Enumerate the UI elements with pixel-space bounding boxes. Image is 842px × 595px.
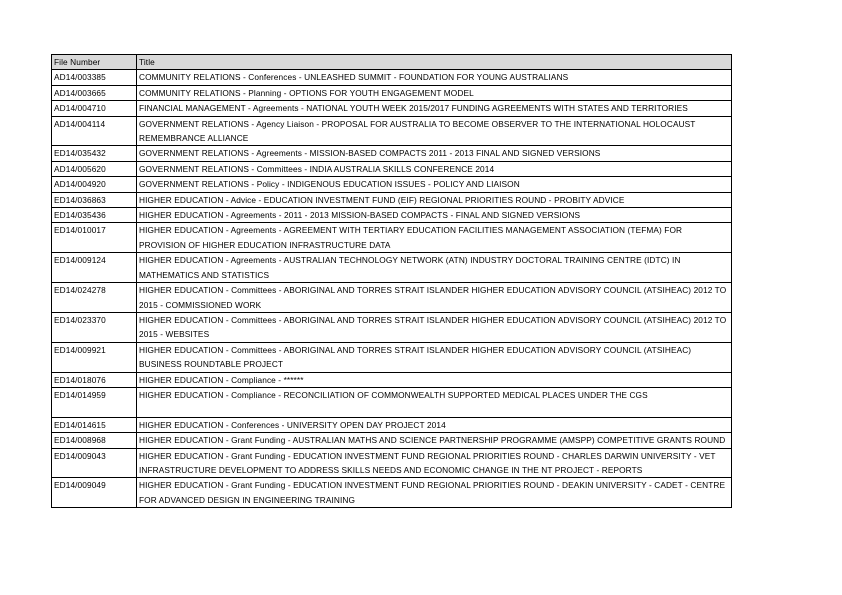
title-cell: GOVERNMENT RELATIONS - Committees - INDIA AUSTRALIA SKILLS CONFERENCE 2014 <box>137 161 732 176</box>
file-number-cell: ED14/008968 <box>52 433 137 448</box>
title-cell: GOVERNMENT RELATIONS - Agreements - MISSION-BASED COMPACTS 2011 - 2013 FINAL AND SIGNED VERSIONS <box>137 146 732 161</box>
table-row <box>52 146 732 161</box>
table-row <box>52 101 732 116</box>
header-row <box>52 55 732 70</box>
title-cell: HIGHER EDUCATION - Grant Funding - EDUCATION INVESTMENT FUND REGIONAL PRIORITIES ROUND - CHARLES DARWIN UNIVERSITY - VET INFRASTRUCTURE DEVELOPMENT TO ADDRESS SKILLS NEEDS AND ECONOMIC CHANGE IN THE NT PROJECT - REPORTS <box>137 448 732 478</box>
title-cell: HIGHER EDUCATION - Committees - ABORIGINAL AND TORRES STRAIT ISLANDER HIGHER EDUCATION ADVISORY COUNCIL (ATSIHEAC) BUSINESS ROUNDTABLE PROJECT <box>137 342 732 372</box>
table-row <box>52 70 732 85</box>
table-row <box>52 283 732 313</box>
file-number-cell: ED14/035432 <box>52 146 137 161</box>
title-cell: HIGHER EDUCATION - Committees - ABORIGINAL AND TORRES STRAIT ISLANDER HIGHER EDUCATION ADVISORY COUNCIL (ATSIHEAC) 2012 TO 2015 - COMMISSIONED WORK <box>137 283 732 313</box>
title-cell: HIGHER EDUCATION - Grant Funding - AUSTRALIAN MATHS AND SCIENCE PARTNERSHIP PROGRAMME (AMSPP) COMPETITIVE GRANTS ROUND <box>137 433 732 448</box>
column-header-file-number: File Number <box>52 55 137 70</box>
file-number-cell: ED14/018076 <box>52 372 137 387</box>
table-row <box>52 417 732 432</box>
title-cell: HIGHER EDUCATION - Advice - EDUCATION INVESTMENT FUND (EIF) REGIONAL PRIORITIES ROUND - PROBITY ADVICE <box>137 192 732 207</box>
file-number-cell: ED14/009921 <box>52 342 137 372</box>
file-number-cell: ED14/009124 <box>52 253 137 283</box>
title-cell: HIGHER EDUCATION - Compliance - ****** <box>137 372 732 387</box>
title-cell: FINANCIAL MANAGEMENT - Agreements - NATIONAL YOUTH WEEK 2015/2017 FUNDING AGREEMENTS WITH STATES AND TERRITORIES <box>137 101 732 116</box>
title-cell: HIGHER EDUCATION - Committees - ABORIGINAL AND TORRES STRAIT ISLANDER HIGHER EDUCATION ADVISORY COUNCIL (ATSIHEAC) 2012 TO 2015 - WEBSITES <box>137 312 732 342</box>
table-row <box>52 433 732 448</box>
file-number-cell: AD14/003385 <box>52 70 137 85</box>
file-number-cell: ED14/023370 <box>52 312 137 342</box>
table-row <box>52 223 732 253</box>
file-number-cell: ED14/009043 <box>52 448 137 478</box>
table-row <box>52 161 732 176</box>
table-row <box>52 387 732 417</box>
file-number-cell: ED14/014615 <box>52 417 137 432</box>
title-cell: COMMUNITY RELATIONS - Conferences - UNLEASHED SUMMIT - FOUNDATION FOR YOUNG AUSTRALIANS <box>137 70 732 85</box>
file-number-cell: ED14/010017 <box>52 223 137 253</box>
table-row <box>52 342 732 372</box>
file-list-table <box>51 54 732 508</box>
file-number-cell: AD14/004114 <box>52 116 137 146</box>
table-row <box>52 116 732 146</box>
table-row <box>52 312 732 342</box>
file-number-cell: ED14/014959 <box>52 387 137 417</box>
file-list-sheet <box>51 54 731 508</box>
table-row <box>52 448 732 478</box>
file-number-cell: AD14/005620 <box>52 161 137 176</box>
title-cell: HIGHER EDUCATION - Agreements - 2011 - 2013 MISSION-BASED COMPACTS - FINAL AND SIGNED VERSIONS <box>137 208 732 223</box>
title-cell: HIGHER EDUCATION - Conferences - UNIVERSITY OPEN DAY PROJECT 2014 <box>137 417 732 432</box>
table-row <box>52 85 732 100</box>
file-number-cell: ED14/024278 <box>52 283 137 313</box>
table-row <box>52 372 732 387</box>
title-cell: HIGHER EDUCATION - Agreements - AUSTRALIAN TECHNOLOGY NETWORK (ATN) INDUSTRY DOCTORAL TRAINING CENTRE (IDTC) IN MATHEMATICS AND STATISTICS <box>137 253 732 283</box>
file-number-cell: ED14/035436 <box>52 208 137 223</box>
title-cell: COMMUNITY RELATIONS - Planning - OPTIONS FOR YOUTH ENGAGEMENT MODEL <box>137 85 732 100</box>
table-row <box>52 192 732 207</box>
table-row <box>52 253 732 283</box>
file-number-cell: AD14/003665 <box>52 85 137 100</box>
title-cell: HIGHER EDUCATION - Compliance - RECONCILIATION OF COMMONWEALTH SUPPORTED MEDICAL PLACES UNDER THE CGS <box>137 387 732 417</box>
title-cell: GOVERNMENT RELATIONS - Policy - INDIGENOUS EDUCATION ISSUES - POLICY AND LIAISON <box>137 177 732 192</box>
file-number-cell: ED14/009049 <box>52 478 137 508</box>
file-number-cell: ED14/036863 <box>52 192 137 207</box>
column-header-title: Title <box>137 55 732 70</box>
file-number-cell: AD14/004920 <box>52 177 137 192</box>
title-cell: GOVERNMENT RELATIONS - Agency Liaison - PROPOSAL FOR AUSTRALIA TO BECOME OBSERVER TO THE INTERNATIONAL HOLOCAUST REMEMBRANCE ALLIANCE <box>137 116 732 146</box>
table-row <box>52 478 732 508</box>
title-cell: HIGHER EDUCATION - Grant Funding - EDUCATION INVESTMENT FUND REGIONAL PRIORITIES ROUND - DEAKIN UNIVERSITY - CADET - CENTRE FOR ADVANCED DESIGN IN ENGINEERING TRAINING <box>137 478 732 508</box>
title-cell: HIGHER EDUCATION - Agreements - AGREEMENT WITH TERTIARY EDUCATION FACILITIES MANAGEMENT ASSOCIATION (TEFMA) FOR PROVISION OF HIGHER EDUCATION INFRASTRUCTURE DATA <box>137 223 732 253</box>
file-number-cell: AD14/004710 <box>52 101 137 116</box>
table-row <box>52 208 732 223</box>
table-row <box>52 177 732 192</box>
